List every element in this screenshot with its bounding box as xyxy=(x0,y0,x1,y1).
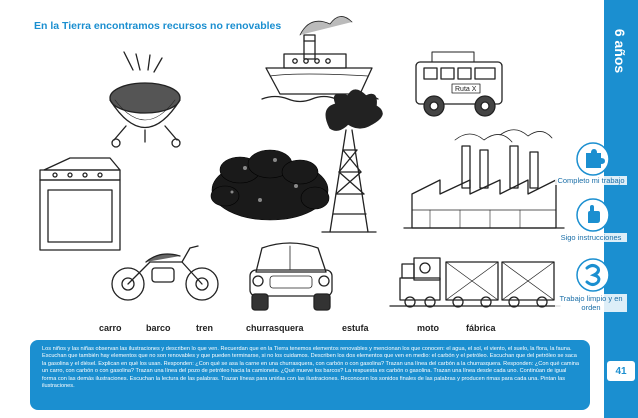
badge-instructions-label: Sigo instrucciones xyxy=(555,233,627,242)
word-item: fábrica xyxy=(466,323,496,333)
number-three-icon xyxy=(576,258,610,292)
page-title: En la Tierra encontramos recursos no renovables xyxy=(34,20,282,32)
word-item: estufa xyxy=(342,323,369,333)
puzzle-icon xyxy=(576,142,610,176)
word-item: barco xyxy=(146,323,171,333)
train-illustration xyxy=(390,258,560,307)
word-item: churrasquera xyxy=(246,323,304,333)
word-list xyxy=(0,323,604,337)
badge-instructions xyxy=(576,198,610,237)
boat-illustration xyxy=(262,16,378,101)
page-number: 41 xyxy=(607,361,635,381)
coal-illustration xyxy=(211,150,329,220)
badge-clean-work xyxy=(576,258,610,297)
hand-icon xyxy=(576,198,610,232)
grill-illustration xyxy=(110,52,180,147)
instructions-text: Los niños y las niñas observan las ilustraciones y describen lo que ven. Recuerdan que en la Tierra tenemos elementos renovables y mencionan los que conocen: el agua, el sol, el viento, el suelo, la flora, la fauna. Escuchan que también hay elementos que no son renovables y que pueden terminarse, si no los cuidamos. Describen los dos elementos que ven en medio: el carbón y el petróleo. Escuchan que del petróleo se saca la gasolina y el diésel. Explican en qué los usan. Responden: ¿Con qué se asa la carne en una churrasquera, con carbón o con gasolina? Trazan una línea del carbón a la churrasquera. Responden: ¿Con qué camina un carro, con carbón o con gasolina? Trazan una línea del pozo de petróleo hacia la camioneta. ¿Qué mueve los barcos? La respuesta es carbón o gasolina. Trazan una línea desde cada uno. Continúan de igual forma con las demás ilustraciones. Escuchan la lectura de las palabras. Trazan líneas para unirlas con las ilustraciones. Reconocen los sonidos finales de las palabras y producen rimas para cada una. Pintan las ilustraciones. xyxy=(42,346,580,390)
instructions-box xyxy=(30,340,590,410)
word-item: carro xyxy=(99,323,122,333)
car-illustration xyxy=(250,243,332,310)
word-item: tren xyxy=(196,323,214,333)
oil-derrick-illustration xyxy=(322,90,382,232)
factory-illustration xyxy=(404,130,564,228)
word-item: moto xyxy=(417,323,439,333)
motorcycle-illustration xyxy=(112,246,218,300)
age-label xyxy=(605,20,635,82)
stove-illustration xyxy=(40,158,120,250)
badge-complete-label: Completo mi trabajo xyxy=(555,176,627,185)
badge-clean-work-label: Trabajo limpio y en orden xyxy=(555,294,627,312)
age-label-text: 6 años xyxy=(612,28,629,74)
van-illustration xyxy=(416,52,502,116)
van-plate-text: Ruta X xyxy=(455,86,477,93)
